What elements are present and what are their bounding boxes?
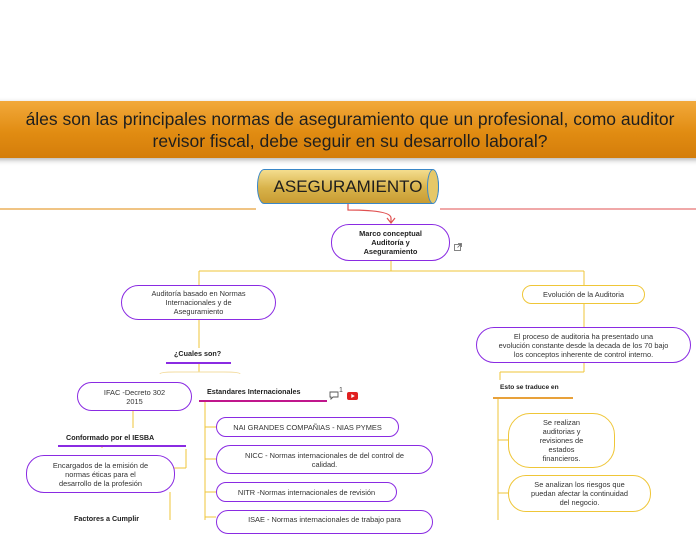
norma-item-2[interactable] <box>216 445 433 474</box>
traduce-label[interactable]: Esto se traduce en <box>500 384 559 391</box>
conformado-label[interactable]: Conformado por el IESBA <box>66 433 155 442</box>
encargados-label: Encargados de la emisión de normas éticas para el desarrollo de la profesión <box>52 460 149 488</box>
root-node[interactable] <box>257 169 439 204</box>
auditoria-normas-node[interactable] <box>121 285 276 320</box>
norma-label-3: NITR -Normas internacionales de revisión <box>237 487 376 497</box>
norma-label-1: NAI GRANDES COMPAÑIAS - NIAS PYMES <box>233 422 382 432</box>
cuales-son-label[interactable]: ¿Cuales son? <box>174 349 222 358</box>
proceso-label: El proceso de auditoria ha presentado una evolución constante desde la decada de los 70 bajo los conceptos inherente de control interno. <box>498 331 669 359</box>
norma-item-1[interactable] <box>216 417 399 437</box>
root-node-cap <box>427 169 439 204</box>
external-link-icon[interactable] <box>454 238 462 246</box>
evolucion-label: Evolución de la Auditoria <box>543 290 624 299</box>
comment-count: 1 <box>339 387 343 394</box>
norma-item-4[interactable] <box>216 510 433 534</box>
root-label: ASEGURAMIENTO <box>273 176 423 196</box>
estandares-underline <box>199 400 327 402</box>
resultado-item-2[interactable] <box>508 475 651 512</box>
marco-conceptual-node[interactable] <box>331 224 450 261</box>
resultado-label-1: Se realizan auditorias y revisiones de estados financieros. <box>539 418 584 463</box>
title-line-1: áles son las principales normas de aseguramiento que un profesional, como auditor <box>25 108 675 129</box>
auditoria-normas-label: Auditoría basado en Normas Internacionales y de Aseguramiento <box>151 289 246 316</box>
proceso-node[interactable] <box>476 327 691 363</box>
title-line-2: revisor fiscal, debe seguir en su desarrollo laboral? <box>152 130 548 151</box>
conformado-underline <box>58 445 186 447</box>
factores-label[interactable]: Factores a Cumplir <box>74 514 140 523</box>
resultado-item-1[interactable] <box>508 413 615 468</box>
comment-icon[interactable] <box>329 387 339 396</box>
title-banner[interactable] <box>0 101 696 158</box>
norma-label-4: ISAE - Normas internacionales de trabajo para <box>248 515 401 524</box>
resultado-label-2: Se analizan los riesgos que puedan afectar la continuidad del negocio. <box>531 480 628 507</box>
ifac-label: IFAC -Decreto 302 2015 <box>103 387 166 406</box>
traduce-underline <box>493 397 573 399</box>
cuales-son-underline <box>166 362 231 364</box>
marco-conceptual-label: Marco conceptual Auditoría y Aseguramiento <box>359 229 422 256</box>
youtube-icon[interactable] <box>347 387 358 395</box>
norma-label-2: NICC - Normas internacionales de del control de calidad. <box>245 450 404 469</box>
estandares-label[interactable]: Estandares Internacionales <box>207 387 301 396</box>
ifac-node[interactable] <box>77 382 192 411</box>
norma-item-3[interactable] <box>216 482 397 502</box>
evolucion-node[interactable] <box>522 285 645 304</box>
encargados-node[interactable] <box>26 455 175 493</box>
